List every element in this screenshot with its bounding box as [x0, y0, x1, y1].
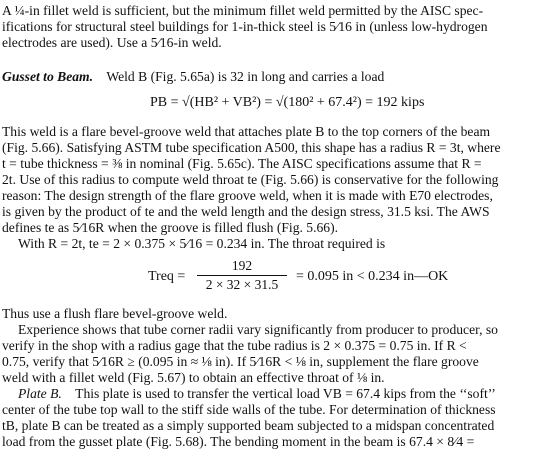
treq-result: = 0.095 in < 0.234 in—OK	[296, 269, 449, 284]
section-line	[2, 69, 384, 85]
plate-heading: Plate B.	[18, 386, 62, 401]
text-line: Thus use a flush flare bevel-groove weld.	[2, 306, 228, 321]
fraction-bar	[197, 275, 287, 276]
text-line: t = tube thickness = ⅜ in nominal (Fig. 5.65c). The AISC specifications assume that R =	[2, 156, 482, 171]
text-line: defines te as 5⁄16R when the groove is filled flush (Fig. 5.66).	[2, 220, 339, 235]
text-line: With R = 2t, te = 2 × 0.375 × 5⁄16 = 0.234 in. The throat required is	[18, 236, 386, 251]
text-line: electrodes are used). Use a 5⁄16-in weld.	[2, 35, 222, 50]
text-line: tB, plate B can be treated as a simply supported beam subjected to a midspan concentrated	[2, 418, 495, 433]
treq-fraction	[197, 258, 287, 293]
text-line: (Fig. 5.66). Satisfying ASTM tube specification A500, this shape has a radius R = 3t, where	[2, 140, 501, 155]
gusset-text: Weld B (Fig. 5.65a) is 32 in long and carries a load	[106, 69, 385, 84]
text-line: 2t. Use of this radius to compute weld throat te (Fig. 5.66) is conservative for the following	[2, 172, 499, 187]
gusset-heading: Gusset to Beam.	[2, 69, 94, 84]
plate-text: This plate is used to transfer the vertical load VB = 67.4 kips from the ‘‘soft’’	[75, 386, 496, 401]
text-line: 0.75, verify that 5⁄16R ≥ (0.095 in ≈ ⅛ in). If 5⁄16R < ⅛ in, supplement the flare groove	[2, 354, 479, 369]
text-line: This weld is a flare bevel-groove weld that attaches plate B to the top corners of the beam	[2, 124, 491, 139]
text-line: Experience shows that tube corner radii vary significantly from producer to producer, so	[18, 322, 498, 337]
section-line	[18, 386, 496, 402]
text-line: reason: The design strength of the flare groove weld, when it is made with E70 electrodes,	[2, 188, 493, 203]
text-line: ifications for structural steel buildings for 1-in-thick steel is 5⁄16 in (unless low-hydrogen	[2, 19, 488, 34]
treq-label: Treq =	[148, 269, 186, 284]
equation-pb: PB = √(HB² + VB²) = √(180² + 67.4²) = 192 kips	[150, 95, 425, 110]
text-line: weld with a fillet weld (Fig. 5.67) to obtain an effective throat of ⅛ in.	[2, 370, 385, 385]
treq-denominator: 2 × 32 × 31.5	[205, 277, 279, 292]
text-line: center of the tube top wall to the stiff side walls of the tube. For determination of thickness	[2, 402, 496, 417]
text-line: verify in the shop with a radius gage that the tube radius is 2 × 0.375 = 0.75 in. If R <	[2, 338, 467, 353]
text-line: is given by the product of te and the weld length and the design stress, 31.5 ksi. The AWS	[2, 204, 490, 219]
text-line: load from the gusset plate (Fig. 5.68). The bending moment in the beam is 67.4 × 8⁄4 =	[2, 434, 475, 449]
treq-numerator: 192	[231, 258, 253, 273]
text-line: A ¼-in fillet weld is sufficient, but the minimum fillet weld permitted by the AISC spec-	[2, 3, 484, 18]
